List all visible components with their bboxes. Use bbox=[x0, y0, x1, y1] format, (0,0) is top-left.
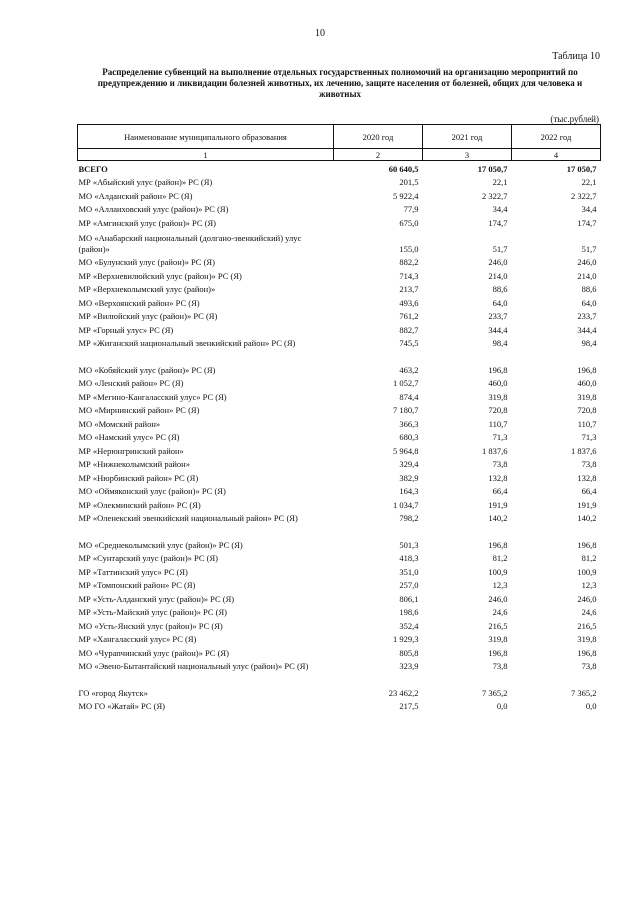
table-row bbox=[78, 524, 601, 551]
value-2020: 5 964,8 bbox=[393, 445, 419, 456]
table-row bbox=[78, 403, 601, 417]
subsidy-table bbox=[77, 124, 601, 712]
municipality-name: МО «Булунский улус (район)» РС (Я) bbox=[78, 257, 215, 267]
municipality-name: МР «Вилюйский улус (район)» РС (Я) bbox=[78, 311, 218, 321]
municipality-name: МР «Томпонский район» РС (Я) bbox=[78, 580, 196, 590]
municipality-name: МР «Усть-Майский улус (район)» РС (Я) bbox=[78, 607, 227, 617]
municipality-name: МО ГО «Жатай» РС (Я) bbox=[78, 701, 165, 711]
table-row bbox=[78, 659, 601, 673]
value-2022: 196,8 bbox=[577, 647, 597, 658]
value-2020: 714,3 bbox=[399, 270, 419, 281]
value-2022: 132,8 bbox=[577, 472, 597, 483]
value-2021: 34,4 bbox=[492, 204, 508, 214]
value-2021: 460,0 bbox=[488, 378, 508, 388]
value-2020: 23 462,2 bbox=[388, 687, 419, 698]
municipality-name: МР «Усть-Алданский улус (район)» РС (Я) bbox=[78, 593, 235, 604]
value-2020: 493,6 bbox=[399, 297, 419, 308]
column-index: 4 bbox=[512, 149, 601, 161]
table-title: Распределение субвенций на выполнение отдельных государственных полномочий на организацию мероприятий по предупреждению и ликвидации болезней животных, их лечению, защите населения от болезней, общих для человека и животных bbox=[97, 67, 583, 99]
table-row bbox=[78, 389, 601, 403]
value-2020: 1 052,7 bbox=[393, 378, 419, 388]
table-row bbox=[78, 202, 601, 216]
value-2021: 7 365,2 bbox=[482, 687, 508, 698]
value-2021: 1 837,6 bbox=[482, 445, 508, 456]
municipality-name: МО «Мирнинский район» РС (Я) bbox=[78, 405, 200, 415]
value-2022: 246,0 bbox=[577, 593, 597, 604]
municipality-name: МР «Амгинский улус (район)» РС (Я) bbox=[78, 217, 217, 228]
value-2021: 132,8 bbox=[488, 472, 508, 483]
value-2022: 73,8 bbox=[581, 459, 597, 469]
value-2020: 806,1 bbox=[399, 593, 419, 604]
value-2020: 164,3 bbox=[399, 486, 419, 496]
value-2022: 17 050,7 bbox=[566, 163, 597, 174]
table-row bbox=[78, 699, 601, 713]
total-row bbox=[78, 161, 601, 175]
column-index: 3 bbox=[423, 149, 512, 161]
municipality-name: МР «Жиганский национальный эвенкийский район» РС (Я) bbox=[78, 338, 296, 348]
table-row bbox=[78, 578, 601, 592]
value-2020: 329,4 bbox=[399, 459, 419, 469]
municipality-name: МО «Верхоянский район» РС (Я) bbox=[78, 297, 200, 308]
value-2022: 0,0 bbox=[585, 701, 597, 711]
municipality-name: МР «Таттинский улус» РС (Я) bbox=[78, 566, 188, 577]
table-row bbox=[78, 497, 601, 511]
value-2021: 98,4 bbox=[492, 338, 508, 348]
value-2020: 5 922,4 bbox=[393, 190, 419, 201]
value-2022: 51,7 bbox=[581, 243, 597, 254]
table-row bbox=[78, 564, 601, 578]
value-2020: 874,4 bbox=[399, 391, 419, 402]
value-2021: 140,2 bbox=[488, 513, 508, 523]
table-row bbox=[78, 268, 601, 282]
municipality-name: МО «Среднеколымский улус (район)» РС (Я) bbox=[78, 539, 243, 550]
value-2020: 463,2 bbox=[399, 364, 419, 375]
value-2021: 12,3 bbox=[492, 580, 508, 590]
value-2021: 0,0 bbox=[496, 701, 508, 711]
value-2021: 17 050,7 bbox=[477, 163, 508, 174]
table-row bbox=[78, 336, 601, 350]
municipality-name: МО «Аллаиховский улус (район)» РС (Я) bbox=[78, 204, 229, 214]
municipality-name: МО «Эвено-Бытантайский национальный улус (район)» РС (Я) bbox=[78, 661, 309, 671]
units-label: (тыс.рублей) bbox=[550, 114, 599, 124]
value-2022: 319,8 bbox=[577, 391, 597, 402]
value-2020: 257,0 bbox=[399, 580, 419, 590]
value-2022: 24,6 bbox=[581, 607, 597, 617]
value-2021: 110,7 bbox=[488, 418, 508, 429]
column-index: 2 bbox=[334, 149, 423, 161]
value-2020: 1 034,7 bbox=[393, 499, 419, 510]
value-2020: 1 929,3 bbox=[393, 634, 419, 644]
value-2020: 675,0 bbox=[399, 217, 419, 228]
value-2021: 191,9 bbox=[488, 499, 508, 510]
table-row bbox=[78, 295, 601, 309]
value-2020: 805,8 bbox=[399, 647, 419, 658]
header-2021: 2021 год bbox=[423, 125, 512, 149]
value-2022: 196,8 bbox=[577, 539, 597, 550]
value-2022: 319,8 bbox=[577, 634, 597, 644]
municipality-name: МР «Оленекский эвенкийский национальный район» РС (Я) bbox=[78, 513, 298, 523]
header-2020: 2020 год bbox=[334, 125, 423, 149]
value-2021: 196,8 bbox=[488, 539, 508, 550]
value-2020: 382,9 bbox=[399, 472, 419, 483]
value-2021: 174,7 bbox=[488, 217, 508, 228]
value-2020: 882,2 bbox=[399, 257, 419, 267]
value-2020: 198,6 bbox=[399, 607, 419, 617]
value-2021: 100,9 bbox=[488, 566, 508, 577]
municipality-name: МР «Нижнеколымский район» bbox=[78, 459, 190, 469]
value-2022: 66,4 bbox=[581, 486, 597, 496]
municipality-name: МО «Момский район» bbox=[78, 418, 161, 429]
value-2020: 77,9 bbox=[403, 204, 419, 214]
value-2021: 344,4 bbox=[488, 324, 508, 335]
table-label: Таблица 10 bbox=[552, 51, 600, 62]
value-2022: 191,9 bbox=[577, 499, 597, 510]
value-2022: 2 322,7 bbox=[571, 190, 597, 201]
value-2021: 24,6 bbox=[492, 607, 508, 617]
municipality-name: МР «Хангаласский улус» РС (Я) bbox=[78, 634, 197, 644]
municipality-name: МР «Верхнеколымский улус (район)» bbox=[78, 284, 216, 294]
value-2021: 81,2 bbox=[492, 553, 508, 563]
column-index-row bbox=[78, 149, 601, 161]
table-row bbox=[78, 175, 601, 189]
table-row bbox=[78, 376, 601, 390]
table-row bbox=[78, 309, 601, 323]
municipality-name: МР «Абыйский улус (район)» РС (Я) bbox=[78, 177, 213, 187]
value-2022: 98,4 bbox=[581, 338, 597, 348]
municipality-name: МО «Чурапчинский улус (район)» РС (Я) bbox=[78, 647, 229, 658]
table-row bbox=[78, 672, 601, 699]
value-2022: 22,1 bbox=[581, 177, 597, 187]
value-2021: 319,8 bbox=[488, 634, 508, 644]
value-2021: 319,8 bbox=[488, 391, 508, 402]
value-2022: 34,4 bbox=[581, 204, 597, 214]
value-2020: 155,0 bbox=[399, 243, 419, 254]
municipality-name: МР «Сунтарский улус (район)» РС (Я) bbox=[78, 553, 219, 563]
municipality-name: ВСЕГО bbox=[78, 163, 108, 174]
value-2021: 246,0 bbox=[488, 593, 508, 604]
municipality-name: МР «Нюрбинский район» РС (Я) bbox=[78, 472, 199, 483]
value-2022: 196,8 bbox=[577, 364, 597, 375]
value-2021: 246,0 bbox=[488, 257, 508, 267]
table-row bbox=[78, 457, 601, 471]
municipality-name: МО «Анабарский национальный (долгано-эвенкийский) улус (район)» bbox=[78, 232, 302, 254]
table-row bbox=[78, 229, 601, 255]
value-2021: 233,7 bbox=[488, 311, 508, 321]
value-2022: 344,4 bbox=[577, 324, 597, 335]
table-row bbox=[78, 322, 601, 336]
table-row bbox=[78, 645, 601, 659]
municipality-name: МО «Алданский район» РС (Я) bbox=[78, 190, 193, 201]
table-row bbox=[78, 255, 601, 269]
value-2022: 110,7 bbox=[577, 418, 597, 429]
table-row bbox=[78, 416, 601, 430]
table-row bbox=[78, 591, 601, 605]
value-2020: 213,7 bbox=[399, 284, 419, 294]
municipality-name: МО «Оймяконский улус (район)» РС (Я) bbox=[78, 486, 226, 496]
value-2022: 140,2 bbox=[577, 513, 597, 523]
table-row bbox=[78, 618, 601, 632]
table-row bbox=[78, 443, 601, 457]
table-row bbox=[78, 551, 601, 565]
value-2022: 73,8 bbox=[581, 661, 597, 671]
municipality-name: МО «Ленский район» РС (Я) bbox=[78, 378, 184, 388]
value-2021: 71,3 bbox=[492, 432, 508, 442]
value-2021: 66,4 bbox=[492, 486, 508, 496]
table-row bbox=[78, 605, 601, 619]
table-row bbox=[78, 215, 601, 229]
value-2020: 680,3 bbox=[399, 432, 419, 442]
value-2020: 60 640,5 bbox=[388, 163, 419, 174]
table-row bbox=[78, 484, 601, 498]
municipality-name: МР «Мегино-Кангаласский улус» РС (Я) bbox=[78, 391, 227, 402]
value-2020: 352,4 bbox=[399, 620, 419, 631]
value-2020: 7 180,7 bbox=[393, 405, 419, 415]
table-row bbox=[78, 349, 601, 376]
table-row bbox=[78, 282, 601, 296]
table-row bbox=[78, 430, 601, 444]
value-2022: 216,5 bbox=[577, 620, 597, 631]
value-2020: 351,0 bbox=[399, 566, 419, 577]
value-2021: 73,8 bbox=[492, 661, 508, 671]
value-2020: 201,5 bbox=[399, 177, 419, 187]
value-2020: 882,7 bbox=[399, 324, 419, 335]
municipality-name: МР «Олекминский район» РС (Я) bbox=[78, 499, 201, 510]
municipality-name: МР «Горный улус» РС (Я) bbox=[78, 324, 174, 335]
value-2020: 418,3 bbox=[399, 553, 419, 563]
value-2021: 73,8 bbox=[492, 459, 508, 469]
value-2021: 88,6 bbox=[492, 284, 508, 294]
value-2022: 720,8 bbox=[577, 405, 597, 415]
value-2020: 761,2 bbox=[399, 311, 419, 321]
table-row bbox=[78, 188, 601, 202]
table-body bbox=[78, 161, 601, 713]
value-2022: 71,3 bbox=[581, 432, 597, 442]
value-2022: 88,6 bbox=[581, 284, 597, 294]
value-2022: 12,3 bbox=[581, 580, 597, 590]
value-2022: 460,0 bbox=[577, 378, 597, 388]
header-2022: 2022 год bbox=[512, 125, 601, 149]
value-2022: 7 365,2 bbox=[571, 687, 597, 698]
value-2021: 196,8 bbox=[488, 647, 508, 658]
value-2020: 501,3 bbox=[399, 539, 419, 550]
column-index: 1 bbox=[78, 149, 334, 161]
table-header-row bbox=[78, 125, 601, 149]
municipality-name: МО «Кобяйский улус (район)» РС (Я) bbox=[78, 364, 216, 375]
value-2021: 216,5 bbox=[488, 620, 508, 631]
value-2022: 174,7 bbox=[577, 217, 597, 228]
value-2022: 64,0 bbox=[581, 297, 597, 308]
municipality-name: МО «Усть-Янский улус (район)» РС (Я) bbox=[78, 620, 223, 631]
municipality-name: ГО «город Якутск» bbox=[78, 687, 148, 698]
value-2022: 81,2 bbox=[581, 553, 597, 563]
value-2021: 51,7 bbox=[492, 243, 508, 254]
table-row bbox=[78, 632, 601, 646]
value-2021: 64,0 bbox=[492, 297, 508, 308]
value-2020: 217,5 bbox=[399, 701, 419, 711]
value-2021: 2 322,7 bbox=[482, 190, 508, 201]
value-2021: 196,8 bbox=[488, 364, 508, 375]
table-row bbox=[78, 470, 601, 484]
value-2020: 366,3 bbox=[399, 418, 419, 429]
value-2020: 745,5 bbox=[399, 338, 419, 348]
header-name: Наименование муниципального образования bbox=[78, 125, 334, 149]
value-2022: 246,0 bbox=[577, 257, 597, 267]
value-2021: 720,8 bbox=[488, 405, 508, 415]
page-number: 10 bbox=[315, 28, 325, 39]
value-2021: 214,0 bbox=[488, 270, 508, 281]
value-2021: 22,1 bbox=[492, 177, 508, 187]
municipality-name: МО «Намский улус» РС (Я) bbox=[78, 432, 180, 442]
value-2020: 798,2 bbox=[399, 513, 419, 523]
value-2022: 214,0 bbox=[577, 270, 597, 281]
table-row bbox=[78, 511, 601, 525]
value-2022: 100,9 bbox=[577, 566, 597, 577]
municipality-name: МР «Нерюнгринский район» bbox=[78, 445, 184, 456]
value-2022: 233,7 bbox=[577, 311, 597, 321]
value-2020: 323,9 bbox=[399, 661, 419, 671]
municipality-name: МР «Верхневилюйский улус (район)» РС (Я) bbox=[78, 270, 242, 281]
value-2022: 1 837,6 bbox=[571, 445, 597, 456]
